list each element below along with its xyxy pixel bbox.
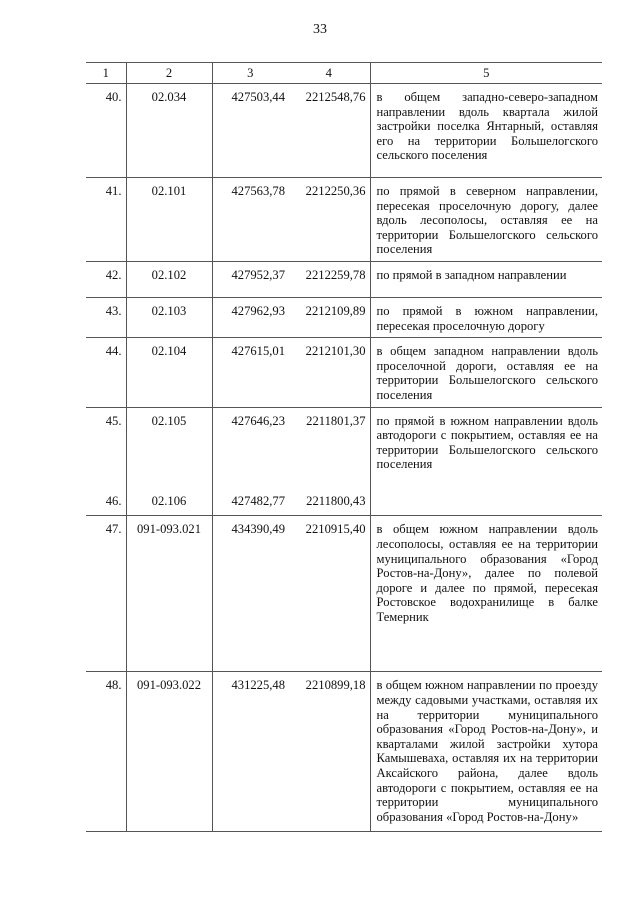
coordinate-x: 427503,44 — [212, 84, 288, 178]
coordinate-y: 2211801,37 — [306, 413, 366, 428]
coordinate-x: 427615,01 — [212, 338, 288, 407]
coordinate-x: 427646,23 — [212, 407, 288, 476]
table-row — [86, 407, 602, 476]
point-code: 091-093.022 — [126, 672, 212, 832]
row-number: 47. — [86, 516, 126, 672]
boundary-description: по прямой в южном направлении, пересекая проселочную дорогу — [370, 297, 602, 337]
point-code: 02.034 — [126, 84, 212, 178]
header-col-1: 1 — [86, 63, 126, 84]
boundary-description: в общем южном направлении по проезду между садовыми участками, оставляя их на территории муниципального образования «Город Ростов-на-Дону», и кварталами жилой застройки хутора Камышеваха, оставляя их на территории Аксайского района, далее вдоль автодороги с покрытием, оставляя ее на территории муниципального образования «Город Ростов-на-Дону» — [370, 672, 602, 832]
coordinate-x: 431225,48 — [212, 672, 288, 832]
boundary-description: в общем западно-северо-западном направлении вдоль квартала жилой застройки поселка Янтарный, оставляя его на территории Большелогского сельского поселения — [370, 84, 602, 178]
coordinate-x: 427563,78 — [212, 178, 288, 262]
row-number: 42. — [86, 261, 126, 297]
coordinate-x: 427952,37 — [212, 261, 288, 297]
table-row — [86, 297, 602, 337]
coordinate-x: 427482,77 — [212, 476, 288, 516]
row-number: 48. — [86, 672, 126, 832]
row-number: 46. — [86, 476, 126, 516]
coordinate-y: 2212250,36 — [288, 178, 370, 262]
row-number: 41. — [86, 178, 126, 262]
boundary-description: по прямой в южном направлении вдоль автодороги с покрытием, оставляя ее на территории Большелогского сельского поселения — [370, 407, 602, 476]
coordinate-x: 427962,93 — [212, 297, 288, 337]
row-number: 40. — [86, 84, 126, 178]
header-col-2: 2 — [126, 63, 212, 84]
point-code: 02.101 — [126, 178, 212, 262]
boundary-points-table — [86, 62, 602, 832]
table-header-row — [86, 63, 602, 84]
row-number: 45. — [105, 413, 122, 428]
coordinate-y: 2212548,76 — [288, 84, 370, 178]
boundary-description: по прямой в северном направлении, пересекая проселочную дорогу, далее вдоль лесополосы, оставляя ее на территории Большелогского сельского поселения — [370, 178, 602, 262]
header-col-5: 5 — [370, 63, 602, 84]
table-row — [86, 84, 602, 178]
point-code: 02.103 — [126, 297, 212, 337]
boundary-description: по прямой в западном направлении — [370, 261, 602, 297]
page-number: 33 — [313, 22, 327, 37]
coordinate-y: 2211800,43 — [288, 476, 370, 516]
table-row — [86, 261, 602, 297]
boundary-description: в общем западном направлении вдоль проселочной дороги, оставляя ее на территории Большелогского сельского поселения — [370, 338, 602, 407]
table-row — [86, 476, 602, 516]
coordinate-y: 2212109,89 — [288, 297, 370, 337]
table-row — [86, 178, 602, 262]
point-code: 02.106 — [126, 476, 212, 516]
row-number: 44. — [86, 338, 126, 407]
point-code: 02.102 — [126, 261, 212, 297]
header-col-4: 4 — [288, 63, 370, 84]
boundary-description: в общем южном направлении вдоль лесополосы, оставляя ее на территории муниципального образования «Город Ростов-на-Дону», далее по полевой дороге и далее по прямой, пересекая Ростовское водохранилище в балке Темерник — [370, 516, 602, 672]
table-row — [86, 516, 602, 672]
point-code: 02.105 — [126, 407, 212, 476]
coordinate-y: 2210915,40 — [288, 516, 370, 672]
boundary-description — [370, 476, 602, 516]
coordinate-y: 2212101,30 — [288, 338, 370, 407]
coordinate-y: 2210899,18 — [288, 672, 370, 832]
point-code: 02.104 — [126, 338, 212, 407]
header-col-3: 3 — [212, 63, 288, 84]
row-number: 43. — [86, 297, 126, 337]
table-row — [86, 338, 602, 407]
coordinate-y: 2212259,78 — [288, 261, 370, 297]
coordinate-x: 434390,49 — [212, 516, 288, 672]
table-row — [86, 672, 602, 832]
point-code: 091-093.021 — [126, 516, 212, 672]
